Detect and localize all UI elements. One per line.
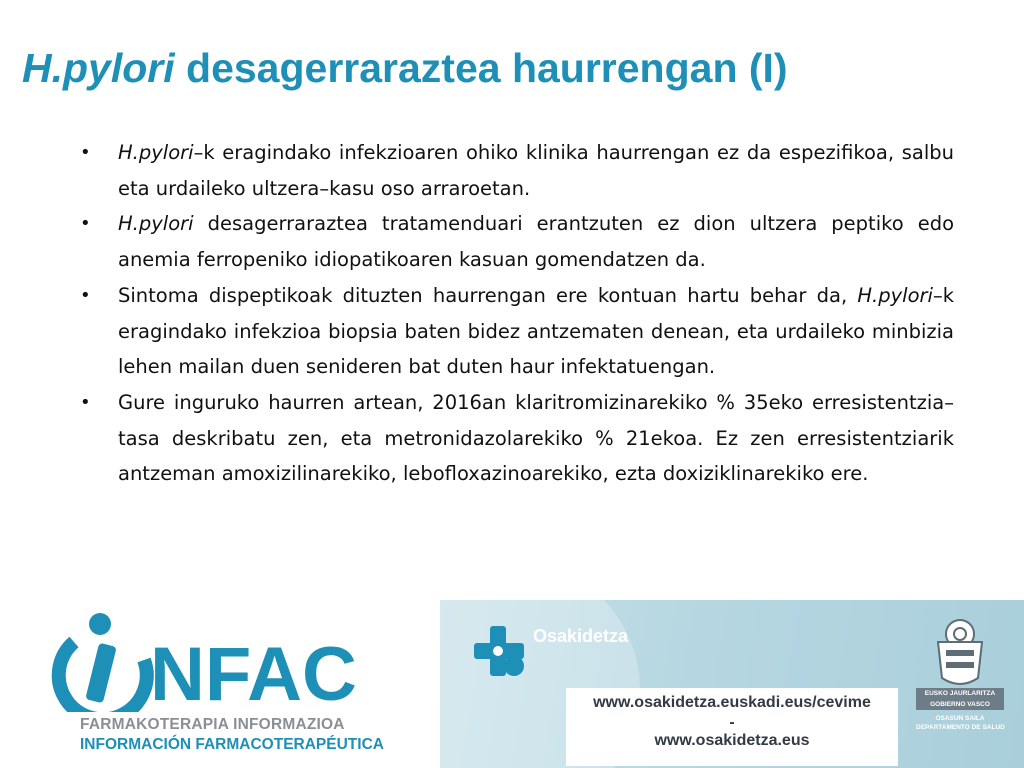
bullet-item bbox=[74, 135, 954, 206]
url-box bbox=[566, 688, 898, 766]
url-separator: - bbox=[729, 714, 735, 731]
bullet-text: Gure inguruko haurren artean, 2016an klaritromizinarekiko % 35eko erresistentzia–tasa deskribatu zen, eta metronidazolarekiko % 21ekoa. Ez zen erresistentziarik antzeman amoxizilinarekiko, lebofloxazinoarekiko, ezta doxiziklinarekiko ere. bbox=[118, 390, 954, 486]
cevime-link[interactable]: www.osakidetza.euskadi.eus/cevime bbox=[593, 694, 871, 711]
bullet-text: –k eragindako infekzioaren ohiko klinika haurrengan ez da espezifikoa, salbu eta urdaileko ultzera–kasu oso arraroetan. bbox=[118, 141, 954, 200]
infac-logo bbox=[44, 608, 374, 712]
infac-wordmark: NFAC bbox=[150, 632, 357, 712]
osakidetza-logo-icon bbox=[470, 622, 528, 680]
bullet-italic: H.pylori bbox=[118, 141, 194, 164]
infac-subtitle-eu: FARMAKOTERAPIA INFORMAZIOA bbox=[80, 716, 345, 733]
gov-line-1: EUSKO JAURLARITZA bbox=[916, 688, 1004, 699]
infac-i-stem-icon bbox=[85, 643, 116, 704]
bullet-text: Sintoma dispeptikoak dituzten haurrengan ere kontuan hartu behar da, bbox=[118, 283, 858, 307]
title-italic: H.pylori bbox=[22, 45, 175, 91]
bullet-item bbox=[74, 385, 954, 492]
osakidetza-link[interactable]: www.osakidetza.eus bbox=[654, 732, 810, 749]
basque-government-text bbox=[916, 688, 1004, 732]
bullet-italic: H.pylori bbox=[857, 283, 933, 307]
osakidetza-name: Osakidetza bbox=[533, 626, 629, 646]
bullet-italic: H.pylori bbox=[118, 212, 194, 236]
bullet-list bbox=[74, 135, 954, 492]
infac-i-dot-icon bbox=[89, 613, 111, 635]
gov-line-4: DEPARTAMENTO DE SALUD bbox=[916, 724, 1005, 731]
title-rest: desagerraraztea haurrengan (I) bbox=[174, 45, 788, 91]
infac-subtitle-es: INFORMACIÓN FARMACOTERAPÉUTICA bbox=[80, 736, 384, 753]
bullet-item bbox=[74, 278, 954, 385]
bullet-item bbox=[74, 206, 954, 277]
bullet-text: desagerraraztea tratamenduari erantzuten ez dion ultzera peptiko edo anemia ferropeniko idiopatikoaren kasuan gomendatzen da. bbox=[118, 212, 954, 272]
slide-title bbox=[22, 40, 1012, 96]
basque-government-crest-icon bbox=[922, 612, 998, 692]
gov-line-3: OSASUN SAILA bbox=[935, 715, 985, 722]
gov-line-2: GOBIERNO VASCO bbox=[916, 699, 1004, 710]
bullet-text: –k eragindako infekzioa biopsia baten bidez antzematen denean, eta urdaileko minbizia lehen mailan duen senideren bat duten haur infektatuengan. bbox=[118, 283, 954, 379]
